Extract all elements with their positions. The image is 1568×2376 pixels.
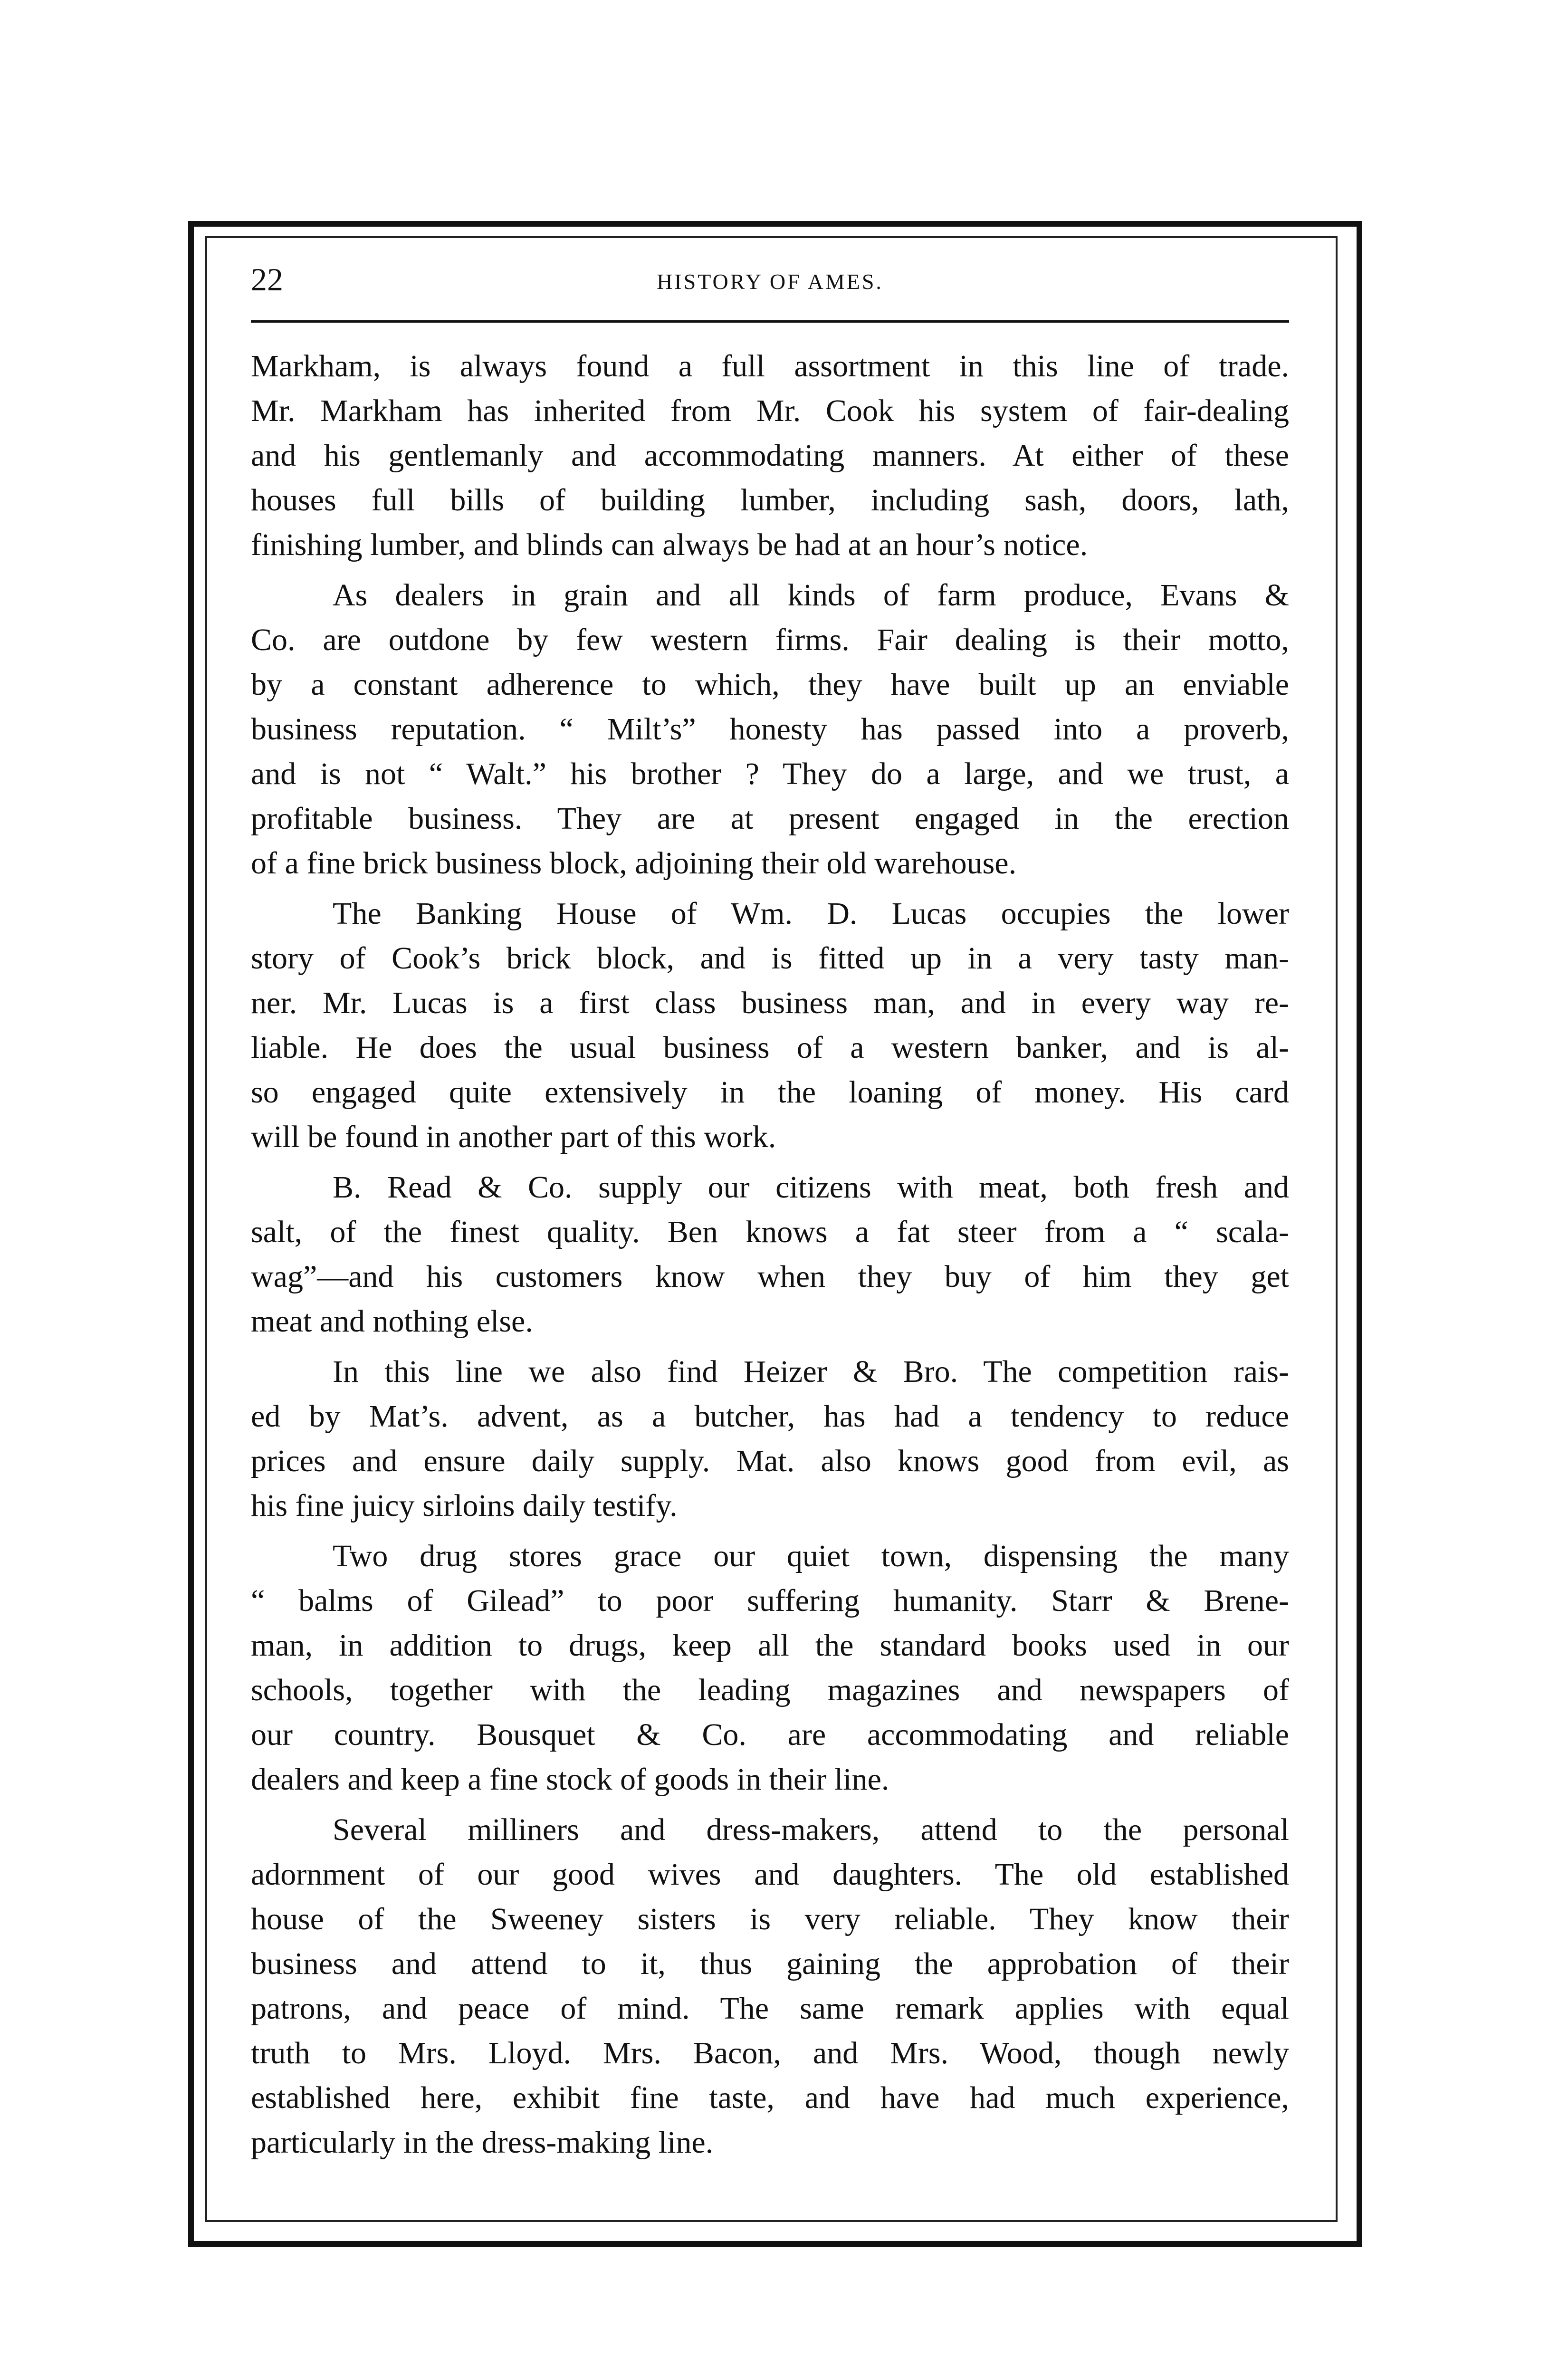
paragraph [251, 1350, 1289, 1528]
running-title: HISTORY OF AMES. [657, 269, 883, 294]
text-line: Several milliners and dress-makers, attend to the personal [333, 1812, 1289, 1847]
text-line: prices and ensure daily supply. Mat. also knows good from evil, as [251, 1444, 1289, 1478]
text-line: The Banking House of Wm. D. Lucas occupies the lower [333, 896, 1289, 931]
text-line: salt, of the finest quality. Ben knows a fat steer from a “ scala- [251, 1215, 1289, 1249]
text-line: ed by Mat’s. advent, as a butcher, has had a tendency to reduce [251, 1399, 1289, 1434]
paragraph [251, 573, 1289, 886]
text-line: house of the Sweeney sisters is very reliable. They know their [251, 1902, 1289, 1936]
text-line: so engaged quite extensively in the loaning of money. His card [251, 1075, 1289, 1110]
text-line: of a fine brick business block, adjoining their old warehouse. [251, 846, 1017, 881]
text-line: story of Cook’s brick block, and is fitted up in a very tasty man- [251, 941, 1289, 976]
paragraph [251, 344, 1289, 567]
text-line: ner. Mr. Lucas is a first class business man, and in every way re- [251, 986, 1289, 1020]
paragraph [251, 1808, 1289, 2165]
body-text [251, 344, 1289, 2165]
header-rule [251, 320, 1289, 323]
text-line: by a constant adherence to which, they have built up an enviable [251, 667, 1289, 702]
text-line: established here, exhibit fine taste, and have had much experience, [251, 2080, 1289, 2115]
text-line: meat and nothing else. [251, 1304, 533, 1339]
page-header [251, 260, 1289, 298]
text-line: man, in addition to drugs, keep all the standard books used in our [251, 1628, 1289, 1663]
text-line: In this line we also find Heizer & Bro. The competition rais- [333, 1354, 1289, 1389]
text-line: particularly in the dress-making line. [251, 2125, 714, 2160]
text-line: and is not “ Walt.” his brother ? They do a large, and we trust, a [251, 757, 1289, 791]
text-line: Co. are outdone by few western firms. Fair dealing is their motto, [251, 623, 1289, 657]
text-line: houses full bills of building lumber, including sash, doors, lath, [251, 483, 1289, 517]
text-line: adornment of our good wives and daughters. The old established [251, 1857, 1289, 1892]
text-line: his fine juicy sirloins daily testify. [251, 1488, 678, 1523]
text-line: and his gentlemanly and accommodating manners. At either of these [251, 438, 1289, 473]
text-line: our country. Bousquet & Co. are accommodating and reliable [251, 1717, 1289, 1752]
text-line: truth to Mrs. Lloyd. Mrs. Bacon, and Mrs. Wood, though newly [251, 2036, 1289, 2070]
text-line: will be found in another part of this work. [251, 1120, 776, 1154]
text-line: wag”—and his customers know when they buy of him they get [251, 1259, 1289, 1294]
text-line: finishing lumber, and blinds can always be had at an hour’s notice. [251, 527, 1088, 562]
text-line: “ balms of Gilead” to poor suffering humanity. Starr & Brene- [251, 1583, 1289, 1618]
text-line: Two drug stores grace our quiet town, dispensing the many [333, 1539, 1289, 1573]
paragraph [251, 891, 1289, 1159]
paragraph [251, 1534, 1289, 1802]
text-line: B. Read & Co. supply our citizens with meat, both fresh and [333, 1170, 1289, 1205]
text-line: dealers and keep a fine stock of goods in their line. [251, 1762, 889, 1797]
text-line: business and attend to it, thus gaining the approbation of their [251, 1946, 1289, 1981]
text-line: schools, together with the leading magazines and newspapers of [251, 1673, 1289, 1707]
text-line: business reputation. “ Milt’s” honesty has passed into a proverb, [251, 712, 1289, 747]
page-number: 22 [251, 261, 283, 297]
text-line: profitable business. They are at present engaged in the erection [251, 801, 1289, 836]
text-line: Mr. Markham has inherited from Mr. Cook his system of fair-dealing [251, 393, 1289, 428]
paragraph [251, 1165, 1289, 1344]
text-line: Markham, is always found a full assortment in this line of trade. [251, 349, 1289, 383]
text-line: liable. He does the usual business of a western banker, and is al- [251, 1030, 1289, 1065]
text-line: patrons, and peace of mind. The same remark applies with equal [251, 1991, 1289, 2026]
text-line: As dealers in grain and all kinds of farm produce, Evans & [333, 578, 1289, 613]
